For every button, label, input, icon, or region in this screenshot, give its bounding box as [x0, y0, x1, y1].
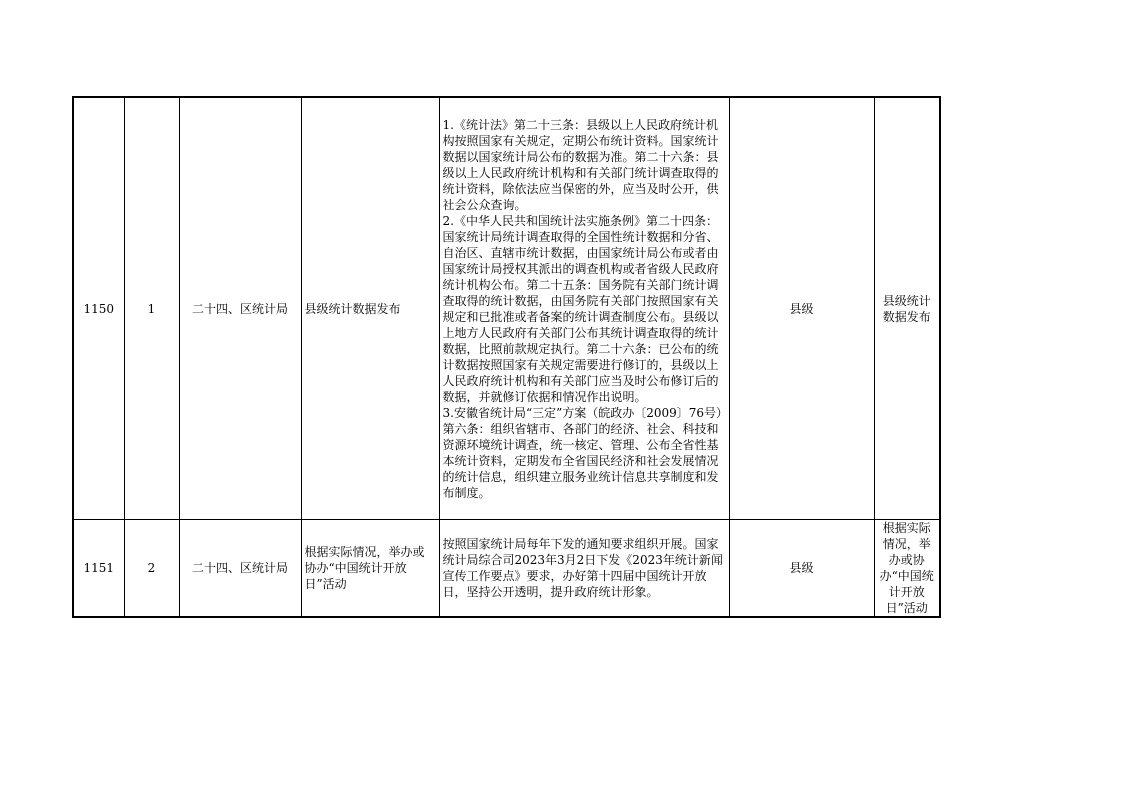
- legal-basis-paragraph: 按照国家统计局每年下发的通知要求组织开展。国家统计局综合司2023年3月2日下发《2023年统计新闻宣传工作要点》要求，办好第十四届中国统计开放日，坚持公开透明，提升政府统计形象。: [442, 537, 723, 599]
- item-name-cell: 县级统计数据发布: [301, 97, 439, 520]
- result-cell: 县级统计数据发布: [874, 97, 940, 520]
- legal-basis-cell: [439, 97, 729, 520]
- row-sequence: 1: [124, 97, 179, 520]
- department-cell: 二十四、区统计局: [179, 97, 301, 520]
- legal-basis-paragraph: 1.《统计法》第二十三条：县级以上人民政府统计机构按照国家有关规定，定期公布统计资料。国家统计数据以国家统计局公布的数据为准。第二十六条：县级以上人民政府统计机构和有关部门统计调查取得的统计资料，除依法应当保密的外，应当及时公开，供社会公众查询。: [442, 117, 719, 212]
- row-sequence: 2: [124, 520, 179, 618]
- table-row: [73, 97, 940, 520]
- level-cell: 县级: [729, 97, 874, 520]
- legal-basis-paragraph: 3.安徽省统计局“三定”方案（皖政办〔2009〕76号）第六条：组织省辖市、各部门的经济、社会、科技和资源环境统计调查，统一核定、管理、公布全省性基本统计资料，定期发布全省国民经济和社会发展情况的统计信息，组织建立服务业统计信息共享制度和发布制度。: [442, 405, 723, 500]
- data-table: [72, 96, 941, 618]
- level-cell: 县级: [729, 520, 874, 618]
- table-row: [73, 520, 940, 618]
- row-number: 1151: [73, 520, 124, 618]
- row-number: 1150: [73, 97, 124, 520]
- legal-basis-paragraph: 2.《中华人民共和国统计法实施条例》第二十四条：国家统计局统计调查取得的全国性统计数据和分省、自治区、直辖市统计数据，由国家统计局公布或者由国家统计局授权其派出的调查机构或者省级人民政府统计机构公布。第二十五条：国务院有关部门统计调查取得的统计数据，由国务院有关部门按照国家有关规定和已批准或者备案的统计调查制度公布。县级以上地方人民政府有关部门公布其统计调查取得的统计数据，比照前款规定执行。第二十六条：已公布的统计数据按照国家有关规定需要进行修订的，县级以上人民政府统计机构和有关部门应当及时公布修订后的数据，并就修订依据和情况作出说明。: [442, 213, 719, 404]
- result-cell: 根据实际情况，举办或协办“中国统计开放日”活动: [874, 520, 940, 618]
- item-name-cell: 根据实际情况，举办或协办“中国统计开放日”活动: [301, 520, 439, 618]
- legal-basis-cell: [439, 520, 729, 618]
- department-cell: 二十四、区统计局: [179, 520, 301, 618]
